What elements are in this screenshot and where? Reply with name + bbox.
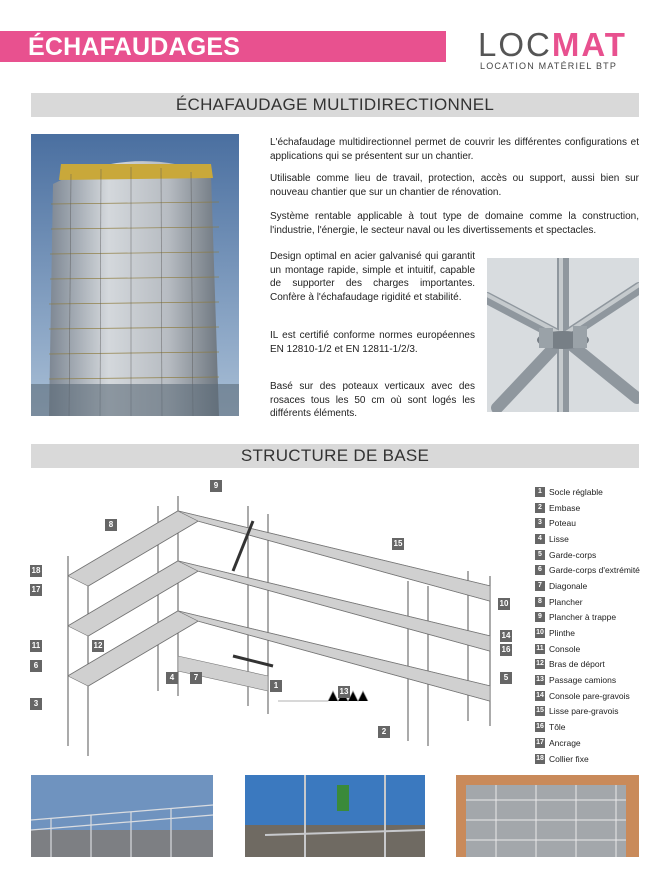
diagram-callout: 11 <box>31 641 41 650</box>
legend-item: 7 Diagonale <box>535 578 665 594</box>
intro-paragraph-1: L'échafaudage multidirectionnel permet de couvrir les différentes configurations et applications qui se présentent sur un chantier. <box>270 137 639 162</box>
diagram-callout: 18 <box>31 566 41 575</box>
legend-item: 17 Ancrage <box>536 737 581 748</box>
diagram-callout: 16 <box>501 645 511 654</box>
legend-item: 18 Collier fixe <box>536 753 589 764</box>
diagram-callout: 6 <box>30 660 42 672</box>
legend-item: 8 Plancher <box>535 594 665 610</box>
intro-paragraph-6: Basé sur des poteaux verticaux avec des rosaces tous les 50 cm où sont logés les différents éléments. <box>270 381 475 420</box>
bridge-scaffold-photo <box>31 775 213 857</box>
intro-paragraph-5: IL est certifié conforme normes européennes EN 12810-1/2 et EN 12811-1/2/3. <box>270 330 475 355</box>
page-title: ÉCHAFAUDAGES <box>28 33 241 61</box>
intro-paragraph-3: Système rentable applicable à tout type de domaine comme la construction, l'industrie, l'énergie, le secteur naval ou les divertissements et spectacles. <box>270 211 639 236</box>
company-logo <box>478 26 627 64</box>
diagram-callout: 7 <box>190 672 202 684</box>
scaffold-structure-diagram <box>28 476 528 766</box>
diagram-callout: 13 <box>339 687 349 696</box>
diagram-callout: 3 <box>30 698 42 710</box>
legend-item: 11 Console <box>536 643 581 654</box>
diagram-callout: 4 <box>166 672 178 684</box>
component-legend <box>535 484 665 766</box>
scaffold-tower-photo <box>31 134 239 416</box>
diagram-callout: 5 <box>500 672 512 684</box>
legend-item: 10 Plinthe <box>536 628 575 639</box>
legend-item: 9 Plancher à trappe <box>535 610 665 626</box>
diagram-callout: 1 <box>270 680 282 692</box>
building-scaffold-photo <box>456 775 639 857</box>
diagram-callout: 14 <box>501 631 511 640</box>
diagram-callout: 9 <box>210 480 222 492</box>
legend-item: 2 Embase <box>535 500 665 516</box>
logo-subtitle: LOCATION MATÉRIEL BTP <box>480 61 618 71</box>
legend-item: 5 Garde-corps <box>535 547 665 563</box>
logo-accent-text: MAT <box>551 26 627 63</box>
diagram-callout: 2 <box>378 726 390 738</box>
diagram-callout: 8 <box>105 519 117 531</box>
legend-item: 16 Tôle <box>536 722 566 733</box>
legend-item: 12 Bras de déport <box>536 659 605 670</box>
intro-paragraph-4: Design optimal en acier galvanisé qui garantit un montage rapide, simple et intuitif, capable de supporter des charges importantes. Confère à l'échafaudage rigidité et stabilité. <box>270 251 475 303</box>
section-title-structure: STRUCTURE DE BASE <box>240 446 430 465</box>
legend-item: 4 Lisse <box>535 531 665 547</box>
diagram-callout: 15 <box>393 539 403 548</box>
logo-main-text: LOC <box>478 26 552 63</box>
diagram-callout: 17 <box>31 585 41 594</box>
intro-paragraph-2: Utilisable comme lieu de travail, protection, accès ou support, aussi bien sur nouveau chantier que sur un chantier de rénovation. <box>270 173 639 198</box>
legend-item: 13 Passage camions <box>536 675 617 686</box>
section-title-multidirectionnel: ÉCHAFAUDAGE MULTIDIRECTIONNEL <box>175 95 495 114</box>
legend-item: 3 Poteau <box>535 515 665 531</box>
diagram-callout: 12 <box>93 641 103 650</box>
legend-item: 14 Console pare-gravois <box>536 690 630 701</box>
legend-item: 1 Socle réglable <box>535 484 665 500</box>
legend-item: 15 Lisse pare-gravois <box>536 706 619 717</box>
legend-item: 6 Garde-corps d'extrémité <box>535 562 665 578</box>
worker-scaffold-photo <box>245 775 425 857</box>
diagram-callout: 10 <box>499 599 509 608</box>
rosette-joint-photo <box>487 258 639 412</box>
